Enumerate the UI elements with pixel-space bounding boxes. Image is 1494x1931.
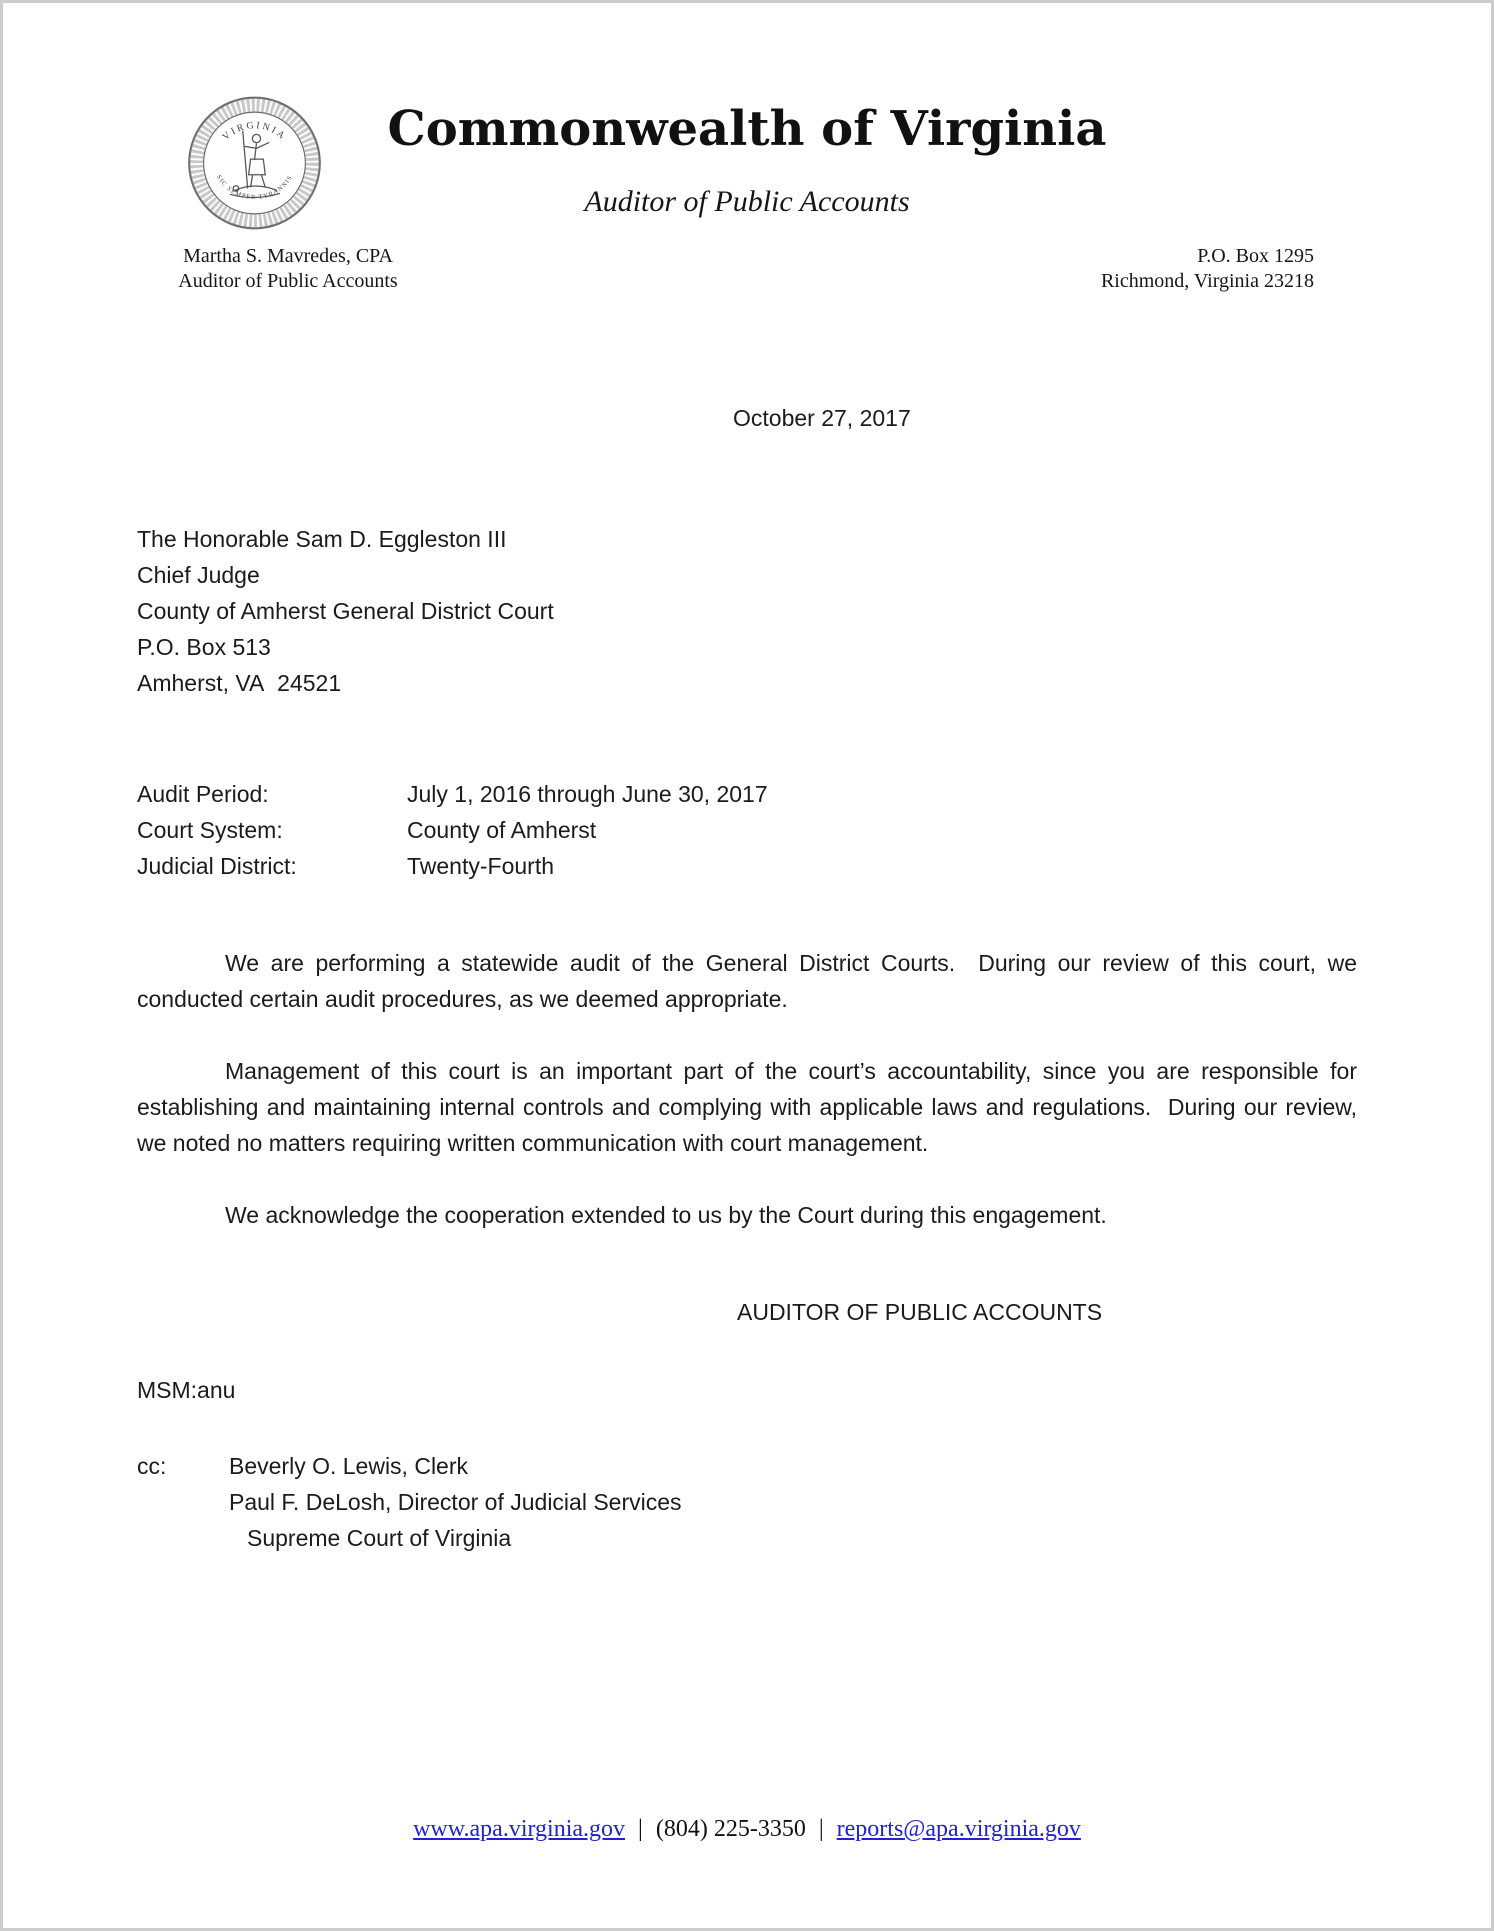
phone-number: (804) 225-3350 <box>655 1816 806 1842</box>
official-name: Martha S. Mavredes, CPA <box>183 245 393 267</box>
recipient-line: Amherst, VA 24521 <box>137 670 342 696</box>
official-title: Auditor of Public Accounts <box>178 270 398 292</box>
court-system-label: Court System: <box>137 817 283 843</box>
body-paragraph: We acknowledge the cooperation extended to us by the Court during this engagement. <box>225 1202 1107 1228</box>
audit-info-row <box>137 776 1357 812</box>
court-system-value: County of Amherst <box>407 817 597 843</box>
letter-body <box>137 3 1357 1556</box>
seal-motto-text: SIC SEMPER TYRANNIS <box>214 173 295 202</box>
cc-entries <box>229 1448 682 1556</box>
recipient-line: The Honorable Sam D. Eggleston III <box>137 526 507 552</box>
office-city-state-zip: Richmond, Virginia 23218 <box>1100 270 1314 292</box>
audit-period-value: July 1, 2016 through June 30, 2017 <box>407 781 768 807</box>
email-link[interactable]: reports@apa.virginia.gov <box>836 1816 1081 1842</box>
header-subtitle: Auditor of Public Accounts <box>584 185 910 218</box>
audit-period-label: Audit Period: <box>137 781 269 807</box>
cc-block <box>137 1448 1357 1556</box>
cc-entry: Paul F. DeLosh, Director of Judicial Services <box>229 1489 682 1515</box>
judicial-district-value: Twenty-Fourth <box>407 853 554 879</box>
website-link[interactable]: www.apa.virginia.gov <box>413 1816 626 1842</box>
judicial-district-label: Judicial District: <box>137 853 297 879</box>
body-paragraph: We are performing a statewide audit of the General District Courts. During our review of this court, we conducted certain audit procedures, as we deemed appropriate. <box>137 950 1357 1012</box>
recipient-line: Chief Judge <box>137 562 260 588</box>
audit-info-table <box>137 776 1357 884</box>
footer-separator: | <box>638 1816 643 1842</box>
audit-info-row <box>137 848 1357 884</box>
cc-label: cc: <box>137 1453 167 1479</box>
recipient-line: County of Amherst General District Court <box>137 598 554 624</box>
recipient-address-block <box>137 521 1357 701</box>
reference-initials: MSM:anu <box>137 1377 236 1403</box>
footer-contact-bar <box>3 1816 1491 1843</box>
office-po-box: P.O. Box 1295 <box>1197 245 1314 267</box>
signature-block: AUDITOR OF PUBLIC ACCOUNTS <box>737 1299 1103 1325</box>
recipient-line: P.O. Box 513 <box>137 634 271 660</box>
cc-entry: Beverly O. Lewis, Clerk <box>229 1453 469 1479</box>
letter-paragraphs <box>137 945 1357 1233</box>
body-paragraph: Management of this court is an important part of the court’s accountability, since you are responsible for establishing and maintaining internal controls and complying with applicable laws and regulations. During our review, we noted no matters requiring written communication with court management. <box>137 1058 1357 1156</box>
footer-separator: | <box>818 1816 824 1842</box>
cc-entry: Supreme Court of Virginia <box>247 1525 512 1551</box>
page-title: Commonwealth of Virginia <box>387 101 1107 157</box>
letter-date: October 27, 2017 <box>733 405 911 431</box>
seal-top-text: VIRGINIA <box>220 120 289 143</box>
audit-info-row <box>137 812 1357 848</box>
